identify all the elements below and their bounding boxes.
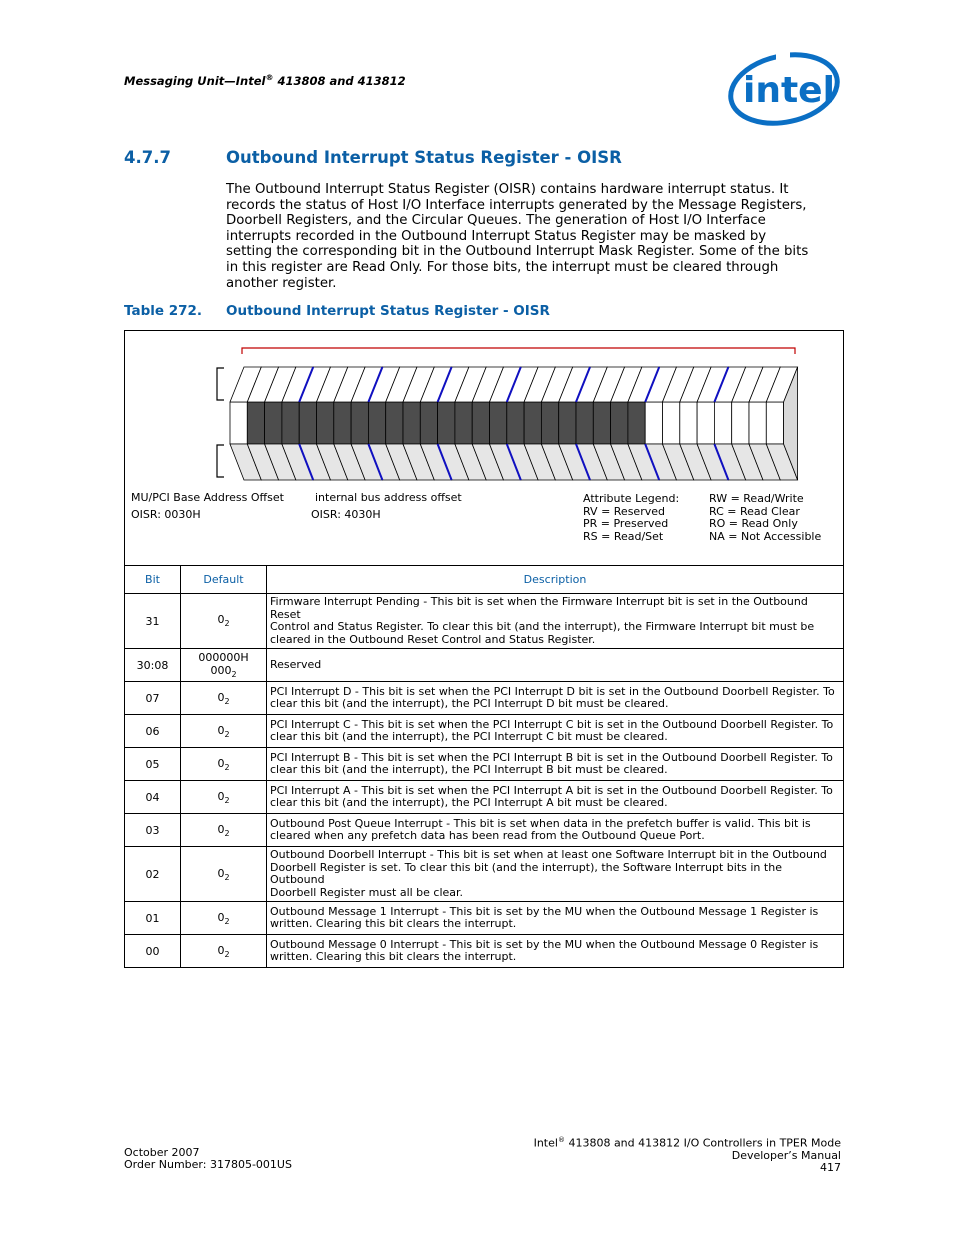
paragraph-line: records the status of Host I/O Interface interrupts generated by the Message Registers, (226, 197, 807, 213)
bit-cell-shape (541, 402, 558, 444)
description-line: PCI Interrupt B - This bit is set when the PCI Interrupt B bit is set in the Outbound Doorbell Register. To (270, 750, 833, 764)
internal-offset-value: OISR: 4030H (311, 508, 381, 521)
bit-cell-shape (766, 402, 783, 444)
bit-cell-shape (663, 402, 680, 444)
bit-cell-shape (334, 402, 351, 444)
legend-entry: RC = Read Clear (709, 504, 800, 518)
column-header-default: Default (181, 566, 267, 594)
description-line: Doorbell Register must all be clear. (270, 885, 464, 899)
default-value-line2 (184, 664, 263, 679)
default-value: 0 (217, 613, 225, 627)
description-cell (267, 594, 844, 649)
description-line: Outbound Doorbell Interrupt - This bit is set when at least one Software Interrupt bit in the Outbound (270, 848, 827, 862)
bit-cell-shape (230, 402, 247, 444)
register-description-table (124, 565, 844, 968)
footer-doc-title-rest: 413808 and 413812 I/O Controllers in TPER Mode (564, 1136, 841, 1150)
bit-cell-shape (247, 402, 264, 444)
paragraph-line: in this register are Read Only. For those bits, the interrupt must be cleared through (226, 259, 779, 275)
offset-value: OISR: 0030H (131, 508, 201, 521)
section-paragraph (226, 182, 846, 291)
default-radix: 2 (231, 670, 237, 680)
bit-cell: 31 (125, 594, 181, 649)
default-cell (181, 902, 267, 935)
default-value: 0 (217, 910, 225, 924)
running-header (124, 73, 406, 88)
bit-cell-shape (559, 402, 576, 444)
internal-offset-label: internal bus address offset (315, 491, 462, 504)
description-line: PCI Interrupt A - This bit is set when the PCI Interrupt A bit is set in the Outbound Doorbell Register. To (270, 783, 833, 797)
legend-entry: RS = Read/Set (583, 530, 664, 544)
paragraph-line: another register. (226, 275, 337, 291)
legend-entry: PR = Preserved (583, 517, 669, 531)
description-line: PCI Interrupt D - This bit is set when the PCI Interrupt D bit is set in the Outbound Doorbell Register. To (270, 684, 835, 698)
table-header-row (125, 566, 844, 594)
paragraph-line: interrupts recorded in the Outbound Interrupt Status Register may be masked by (226, 228, 767, 244)
default-value: 0 (217, 822, 225, 836)
default-cell (181, 649, 267, 682)
legend-entry: RV = Reserved (583, 504, 665, 518)
bit-cell-shape (593, 402, 610, 444)
footer-doc-title (534, 1134, 841, 1150)
description-line: clear this bit (and the interrupt), the PCI Interrupt D bit must be cleared. (270, 697, 669, 711)
bit-cell-shape (732, 402, 749, 444)
description-line: cleared in the Outbound Reset Control and Status Register. (270, 632, 596, 646)
bit-cell-shape (368, 402, 385, 444)
bit-cell-shape (628, 402, 645, 444)
bit-cell-shape (576, 402, 593, 444)
bit-cell-shape (524, 402, 541, 444)
table-caption-title: Outbound Interrupt Status Register - OISR (226, 303, 550, 319)
default-value: 000000H (198, 651, 249, 664)
default-value: 0 (217, 723, 225, 737)
description-line: written. Clearing this bit clears the interrupt. (270, 917, 517, 931)
bit-cell-shape (611, 402, 628, 444)
default-value: 0 (217, 789, 225, 803)
default-radix: 2 (224, 916, 230, 926)
default-radix: 2 (224, 619, 230, 629)
column-header-description: Description (267, 566, 844, 594)
bit-cell-shape (645, 402, 662, 444)
default-radix: 2 (224, 828, 230, 838)
table-row (125, 814, 844, 847)
bit-cell-shape (420, 402, 437, 444)
description-line: clear this bit (and the interrupt), the PCI Interrupt A bit must be cleared. (270, 796, 668, 810)
description-cell (267, 748, 844, 781)
description-line: Firmware Interrupt Pending - This bit is set when the Firmware Interrupt bit is set in the Outbound Reset (270, 595, 808, 621)
description-cell (267, 847, 844, 902)
bit-cell-shape (680, 402, 697, 444)
intel-logo (726, 50, 842, 128)
attribute-legend-left (583, 493, 679, 544)
bit-cell: 07 (125, 682, 181, 715)
description-cell (267, 682, 844, 715)
description-line: cleared when any prefetch data has been read from the Outbound Queue Port. (270, 829, 705, 843)
description-cell (267, 814, 844, 847)
default-radix: 2 (224, 729, 230, 739)
bit-cell-shape (472, 402, 489, 444)
bit-cell-shape (282, 402, 299, 444)
bit-cell-shape (749, 402, 766, 444)
description-cell (267, 715, 844, 748)
default-value: 0 (217, 690, 225, 704)
default-radix: 2 (224, 696, 230, 706)
default-cell (181, 594, 267, 649)
paragraph-line: Doorbell Registers, and the Circular Queues. The generation of Host I/O Interface (226, 213, 766, 229)
default-cell (181, 748, 267, 781)
bit-cell-shape (507, 402, 524, 444)
legend-title: Attribute Legend: (583, 492, 680, 505)
upper-bracket (217, 368, 224, 400)
table-caption-number: Table 272. (124, 303, 203, 319)
paragraph-line: The Outbound Interrupt Status Register (OISR) contains hardware interrupt status. It (226, 182, 789, 197)
table-row (125, 781, 844, 814)
default-cell (181, 682, 267, 715)
intel-logo-text: intel (743, 70, 835, 111)
default-cell (181, 814, 267, 847)
attribute-legend-right (709, 493, 821, 544)
footer-doc-title-pre: Intel (533, 1136, 558, 1150)
bit-cell: 06 (125, 715, 181, 748)
paragraph-line: setting the corresponding bit in the Outbound Interrupt Mask Register. Some of the bits (226, 244, 809, 260)
bit-cell-shape (697, 402, 714, 444)
description-line: PCI Interrupt C - This bit is set when the PCI Interrupt C bit is set in the Outbound Doorbell Register. To (270, 717, 834, 731)
footer-date: October 2007 (124, 1146, 200, 1159)
default-value: 0 (217, 756, 225, 770)
description-line: Control and Status Register. To clear this bit (and the interrupt), the Firmware Interrupt bit must be (270, 620, 815, 633)
bit-cell: 04 (125, 781, 181, 814)
description-cell (267, 649, 844, 682)
bit-cell-shape (265, 402, 282, 444)
bit-cell: 03 (125, 814, 181, 847)
bit-cell: 02 (125, 847, 181, 902)
default-value: 0 (217, 866, 225, 880)
bit-cell: 30:08 (125, 649, 181, 682)
default-cell (181, 781, 267, 814)
running-header-rest: 413808 and 413812 (273, 73, 406, 88)
default-radix: 2 (224, 872, 230, 882)
footer-right (534, 1134, 841, 1174)
legend-entry: NA = Not Accessible (709, 530, 822, 544)
table-row (125, 594, 844, 649)
lower-bracket (217, 445, 224, 477)
bit-cell-shape (317, 402, 334, 444)
offset-label: MU/PCI Base Address Offset (131, 491, 284, 504)
legend-entry: RW = Read/Write (709, 492, 804, 505)
bit-cell: 05 (125, 748, 181, 781)
bit-cell-shape (714, 402, 731, 444)
description-line: Reserved (270, 657, 322, 671)
description-cell (267, 781, 844, 814)
running-header-text: Messaging Unit—Intel (124, 73, 266, 88)
bit-cell: 00 (125, 935, 181, 968)
description-cell (267, 902, 844, 935)
default-radix: 2 (224, 949, 230, 959)
footer-left (124, 1147, 292, 1171)
legend-entry: RO = Read Only (709, 517, 798, 531)
section-title: Outbound Interrupt Status Register - OISR (226, 148, 622, 167)
column-header-bit: Bit (125, 566, 181, 594)
bit-cell-shape (386, 402, 403, 444)
table-row (125, 682, 844, 715)
table-row (125, 935, 844, 968)
default-cell (181, 935, 267, 968)
section-number: 4.7.7 (124, 148, 171, 167)
field-bracket (242, 348, 795, 354)
bit-cell-shape (490, 402, 507, 444)
default-value-digits: 000 (210, 664, 232, 677)
description-line: Doorbell Register is set. To clear this bit (and the interrupt), the Software Interrupt bits in the Outbound (270, 860, 782, 887)
description-line: written. Clearing this bit clears the interrupt. (270, 950, 517, 964)
default-radix: 2 (224, 795, 230, 805)
description-line: Outbound Message 1 Interrupt - This bit is set by the MU when the Outbound Message 1 Register is (270, 904, 819, 918)
footer-doc-subtitle: Developer’s Manual (731, 1148, 841, 1162)
bit-cell-shape (455, 402, 472, 444)
footer-registered-mark: ® (557, 1136, 565, 1144)
default-value: 0 (217, 943, 225, 957)
default-cell (181, 847, 267, 902)
bit-cell: 01 (125, 902, 181, 935)
footer-order-number: Order Number: 317805-001US (124, 1158, 292, 1171)
description-line: Outbound Message 0 Interrupt - This bit is set by the MU when the Outbound Message 0 Register is (270, 937, 819, 951)
description-line: clear this bit (and the interrupt), the PCI Interrupt B bit must be cleared. (270, 763, 668, 777)
table-row (125, 715, 844, 748)
bit-cell-shape (403, 402, 420, 444)
table-row (125, 902, 844, 935)
bit-cell-shape (351, 402, 368, 444)
table-row (125, 649, 844, 682)
bit-cell-shape (438, 402, 455, 444)
default-radix: 2 (224, 762, 230, 772)
footer-page-number: 417 (820, 1160, 841, 1174)
table-row (125, 847, 844, 902)
description-line: Outbound Post Queue Interrupt - This bit is set when data in the prefetch buffer is valid. This bit is (270, 816, 811, 830)
default-cell (181, 715, 267, 748)
table-row (125, 748, 844, 781)
description-cell (267, 935, 844, 968)
registered-mark: ® (265, 73, 274, 82)
description-line: clear this bit (and the interrupt), the PCI Interrupt C bit must be cleared. (270, 730, 668, 744)
bit-cell-shape (299, 402, 316, 444)
